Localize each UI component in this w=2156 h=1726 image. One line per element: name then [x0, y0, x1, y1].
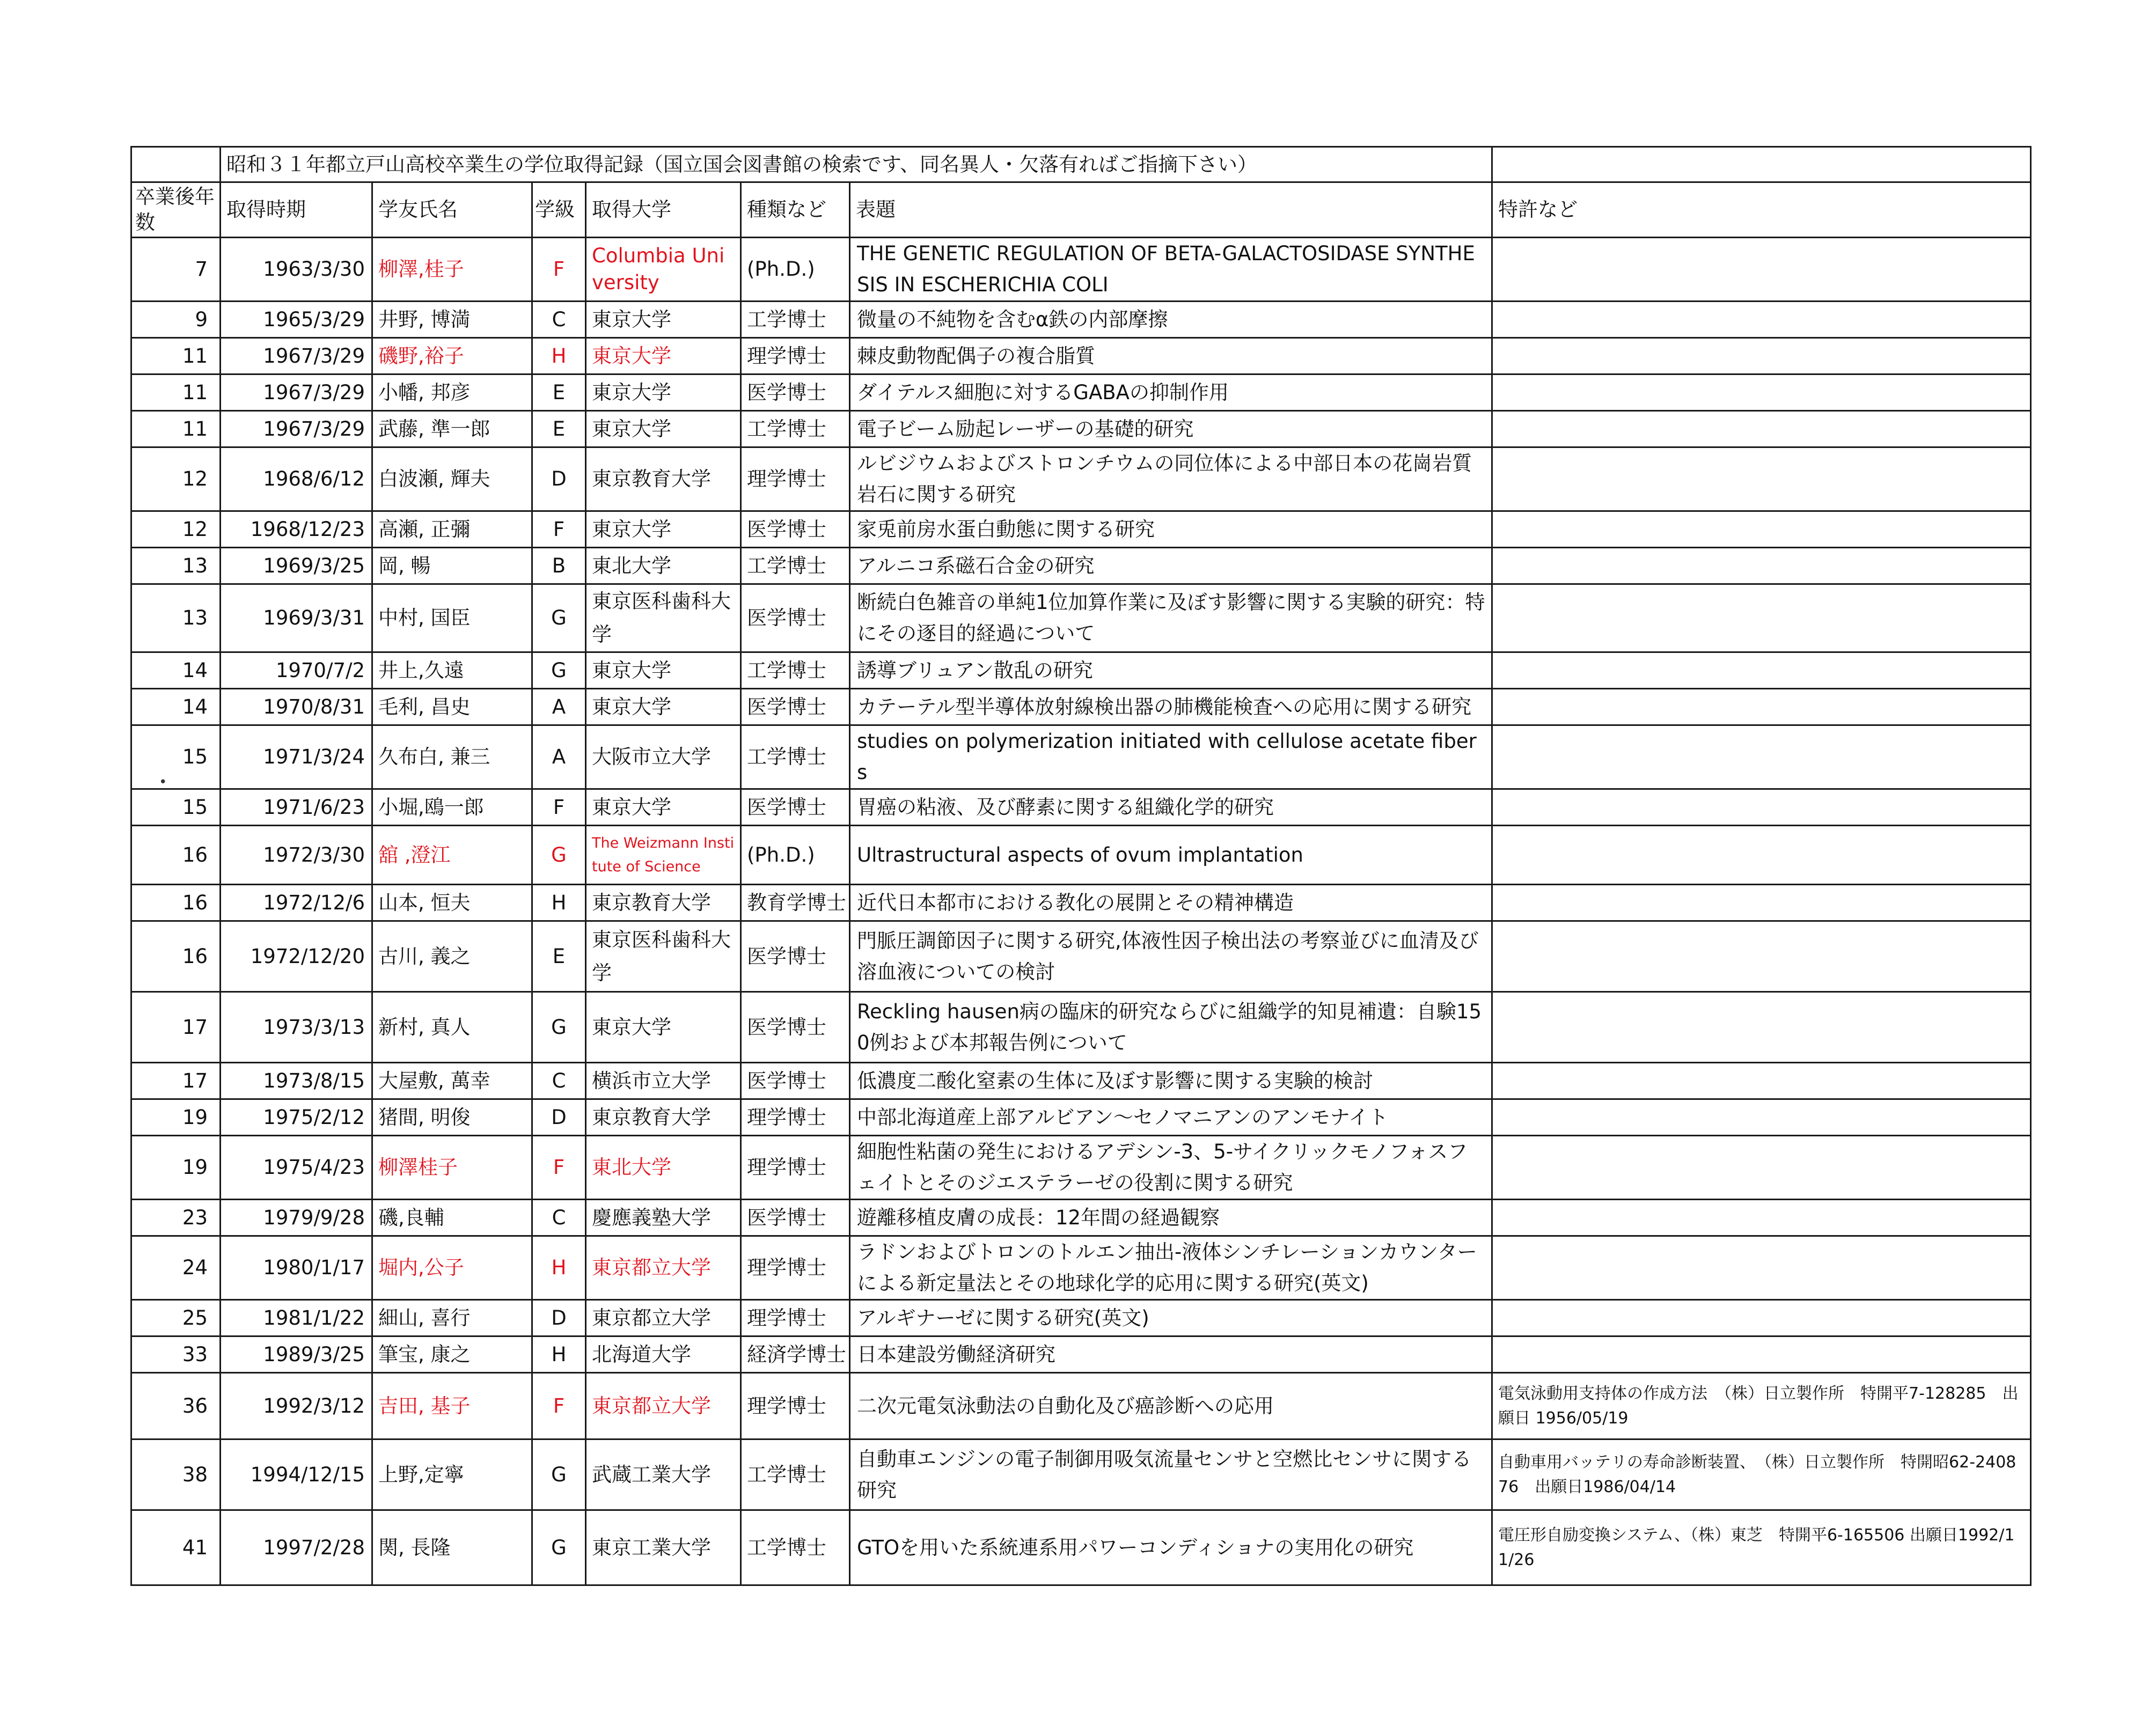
patent-cell: [1492, 1063, 2031, 1099]
class-cell: F: [532, 238, 586, 302]
class-cell: A: [532, 689, 586, 725]
degree-type-cell: 理学博士: [741, 1099, 850, 1136]
university-cell: 東京教育大学: [586, 885, 741, 921]
degree-type-cell: 教育学博士: [741, 885, 850, 921]
years-cell: 16: [131, 826, 221, 885]
name-cell: 高瀬, 正彌: [372, 511, 532, 548]
date-cell: 1969/3/31: [221, 584, 372, 652]
topic-cell: 二次元電気泳動法の自動化及び癌診断への応用: [850, 1373, 1492, 1439]
topic-cell: ダイテルス細胞に対するGABAの抑制作用: [850, 374, 1492, 411]
sheet-title: 昭和３１年都立戸山高校卒業生の学位取得記録（国立国会図書館の検索です、同名異人・欠落有ればご指摘下さい）: [221, 147, 1492, 182]
patent-cell: 電圧形自励変換システム、（株）東芝 特開平6-165506 出願日1992/11/26: [1492, 1510, 2031, 1585]
date-cell: 1975/2/12: [221, 1099, 372, 1136]
university-cell: 東京教育大学: [586, 1099, 741, 1136]
degree-type-cell: 理学博士: [741, 447, 850, 511]
date-cell: 1963/3/30: [221, 238, 372, 302]
university-cell: 北海道大学: [586, 1336, 741, 1373]
topic-cell: アルニコ系磁石合金の研究: [850, 548, 1492, 584]
class-cell: F: [532, 1373, 586, 1439]
class-cell: F: [532, 1136, 586, 1200]
topic-cell: Reckling hausen病の臨床的研究ならびに組織学的知見補遺：自験150例および本邦報告例について: [850, 992, 1492, 1063]
date-cell: 1969/3/25: [221, 548, 372, 584]
degree-records-table: [130, 146, 2032, 1586]
patent-cell: [1492, 1300, 2031, 1336]
header-type: 種類など: [741, 182, 850, 238]
topic-cell: 誘導ブリュアン散乱の研究: [850, 652, 1492, 689]
class-cell: D: [532, 1099, 586, 1136]
date-cell: 1994/12/15: [221, 1439, 372, 1510]
topic-cell: カテーテル型半導体放射線検出器の肺機能検査への応用に関する研究: [850, 689, 1492, 725]
name-cell: 山本, 恒夫: [372, 885, 532, 921]
patent-cell: [1492, 411, 2031, 447]
university-cell: 東京医科歯科大学: [586, 921, 741, 992]
patent-cell: [1492, 1200, 2031, 1236]
patent-cell: [1492, 885, 2031, 921]
table-row: [131, 411, 2031, 447]
date-cell: 1997/2/28: [221, 1510, 372, 1585]
degree-type-cell: 医学博士: [741, 1063, 850, 1099]
name-cell: 細山, 喜行: [372, 1300, 532, 1336]
degree-type-cell: 医学博士: [741, 992, 850, 1063]
years-cell: 12: [131, 447, 221, 511]
years-cell: 23: [131, 1200, 221, 1236]
header-row: [131, 182, 2031, 238]
patent-cell: 自動車用バッテリの寿命診断装置、 （株）日立製作所 特開昭62-240876 出願日1986/04/14: [1492, 1439, 2031, 1510]
patent-cell: [1492, 1099, 2031, 1136]
university-cell: 東京医科歯科大学: [586, 584, 741, 652]
degree-type-cell: 医学博士: [741, 789, 850, 826]
name-cell: 白波瀬, 輝夫: [372, 447, 532, 511]
date-cell: 1972/3/30: [221, 826, 372, 885]
years-cell: 11: [131, 374, 221, 411]
class-cell: C: [532, 302, 586, 338]
years-cell: 41: [131, 1510, 221, 1585]
name-cell: 武藤, 準一郎: [372, 411, 532, 447]
years-cell: 12: [131, 511, 221, 548]
class-cell: C: [532, 1200, 586, 1236]
university-cell: 東京大学: [586, 652, 741, 689]
patent-cell: [1492, 302, 2031, 338]
date-cell: 1970/7/2: [221, 652, 372, 689]
table-row: [131, 689, 2031, 725]
university-cell: 東京大学: [586, 511, 741, 548]
table-row: [131, 511, 2031, 548]
years-cell: 15: [131, 725, 221, 789]
university-cell: 東京大学: [586, 992, 741, 1063]
university-cell: 東京教育大学: [586, 447, 741, 511]
degree-type-cell: 理学博士: [741, 338, 850, 374]
class-cell: E: [532, 921, 586, 992]
table-row: [131, 1063, 2031, 1099]
years-cell: 33: [131, 1336, 221, 1373]
table-row: [131, 338, 2031, 374]
class-cell: B: [532, 548, 586, 584]
topic-cell: 断続白色雑音の単純1位加算作業に及ぼす影響に関する実験的研究：特にその逐目的経過について: [850, 584, 1492, 652]
patent-cell: [1492, 338, 2031, 374]
topic-cell: THE GENETIC REGULATION OF BETA-GALACTOSIDASE SYNTHESIS IN ESCHERICHIA COLI: [850, 238, 1492, 302]
class-cell: H: [532, 1236, 586, 1300]
title-blank-cell-right: [1492, 147, 2031, 182]
topic-cell: 細胞性粘菌の発生におけるアデシン-3、5-サイクリックモノフォスフェイトとそのジエステラーゼの役割に関する研究: [850, 1136, 1492, 1200]
topic-cell: 日本建設労働経済研究: [850, 1336, 1492, 1373]
name-cell: 井野, 博満: [372, 302, 532, 338]
university-cell: 武蔵工業大学: [586, 1439, 741, 1510]
degree-type-cell: 医学博士: [741, 689, 850, 725]
topic-cell: GTOを用いた系統連系用パワーコンディショナの実用化の研究: [850, 1510, 1492, 1585]
class-cell: G: [532, 826, 586, 885]
degree-type-cell: 理学博士: [741, 1300, 850, 1336]
header-date: 取得時期: [221, 182, 372, 238]
header-class: 学級: [532, 182, 586, 238]
degree-type-cell: 工学博士: [741, 1510, 850, 1585]
years-cell: 17: [131, 992, 221, 1063]
university-cell: 東京大学: [586, 789, 741, 826]
university-cell: 慶應義塾大学: [586, 1200, 741, 1236]
years-cell: 13: [131, 548, 221, 584]
patent-cell: [1492, 921, 2031, 992]
date-cell: 1989/3/25: [221, 1336, 372, 1373]
class-cell: G: [532, 1510, 586, 1585]
degree-type-cell: 医学博士: [741, 511, 850, 548]
table-row: [131, 1373, 2031, 1439]
class-cell: G: [532, 1439, 586, 1510]
years-cell: 19: [131, 1099, 221, 1136]
patent-cell: [1492, 689, 2031, 725]
table-row: [131, 652, 2031, 689]
date-cell: 1968/12/23: [221, 511, 372, 548]
university-cell: 東北大学: [586, 548, 741, 584]
name-cell: 中村, 国臣: [372, 584, 532, 652]
header-patent: 特許など: [1492, 182, 2031, 238]
patent-cell: [1492, 238, 2031, 302]
class-cell: G: [532, 652, 586, 689]
years-cell: 38: [131, 1439, 221, 1510]
years-cell: 16: [131, 921, 221, 992]
name-cell: 吉田, 基子: [372, 1373, 532, 1439]
topic-cell: studies on polymerization initiated with cellulose acetate fibers: [850, 725, 1492, 789]
name-cell: 堀内,公子: [372, 1236, 532, 1300]
table-row: [131, 1439, 2031, 1510]
topic-cell: Ultrastructural aspects of ovum implantation: [850, 826, 1492, 885]
name-cell: 古川, 義之: [372, 921, 532, 992]
date-cell: 1975/4/23: [221, 1136, 372, 1200]
table-row: [131, 1136, 2031, 1200]
years-cell: 25: [131, 1300, 221, 1336]
date-cell: 1973/8/15: [221, 1063, 372, 1099]
table-row: [131, 1236, 2031, 1300]
university-cell: 東京工業大学: [586, 1510, 741, 1585]
class-cell: H: [532, 338, 586, 374]
topic-cell: 胃癌の粘液、及び酵素に関する組織化学的研究: [850, 789, 1492, 826]
header-university: 取得大学: [586, 182, 741, 238]
patent-cell: [1492, 1236, 2031, 1300]
university-cell: 東京大学: [586, 689, 741, 725]
years-cell: 14: [131, 689, 221, 725]
date-cell: 1967/3/29: [221, 338, 372, 374]
topic-cell: アルギナーゼに関する研究(英文): [850, 1300, 1492, 1336]
header-topic: 表題: [850, 182, 1492, 238]
date-cell: 1972/12/6: [221, 885, 372, 921]
table-row: [131, 548, 2031, 584]
years-cell: 24: [131, 1236, 221, 1300]
degree-type-cell: 理学博士: [741, 1236, 850, 1300]
table-row: [131, 1099, 2031, 1136]
university-cell: The Weizmann Institute of Science: [586, 826, 741, 885]
university-cell: 東京大学: [586, 302, 741, 338]
class-cell: F: [532, 511, 586, 548]
class-cell: H: [532, 1336, 586, 1373]
table-row: [131, 302, 2031, 338]
years-cell: 36: [131, 1373, 221, 1439]
date-cell: 1973/3/13: [221, 992, 372, 1063]
topic-cell: ルビジウムおよびストロンチウムの同位体による中部日本の花崗岩質岩石に関する研究: [850, 447, 1492, 511]
date-cell: 1968/6/12: [221, 447, 372, 511]
table-row: [131, 238, 2031, 302]
years-cell: 13: [131, 584, 221, 652]
name-cell: 新村, 真人: [372, 992, 532, 1063]
name-cell: 井上,久遠: [372, 652, 532, 689]
class-cell: G: [532, 992, 586, 1063]
degree-type-cell: (Ph.D.): [741, 238, 850, 302]
topic-cell: 近代日本都市における教化の展開とその精神構造: [850, 885, 1492, 921]
patent-cell: [1492, 374, 2031, 411]
topic-cell: ラドンおよびトロンのトルエン抽出-液体シンチレーションカウンターによる新定量法とその地球化学的応用に関する研究(英文): [850, 1236, 1492, 1300]
name-cell: 毛利, 昌史: [372, 689, 532, 725]
bullet-mark: •: [159, 774, 167, 790]
degree-type-cell: 工学博士: [741, 411, 850, 447]
name-cell: 猪間, 明俊: [372, 1099, 532, 1136]
university-cell: 東京都立大学: [586, 1236, 741, 1300]
university-cell: Columbia University: [586, 238, 741, 302]
class-cell: H: [532, 885, 586, 921]
topic-cell: 家兎前房水蛋白動態に関する研究: [850, 511, 1492, 548]
name-cell: 磯野,裕子: [372, 338, 532, 374]
topic-cell: 棘皮動物配偶子の複合脂質: [850, 338, 1492, 374]
patent-cell: [1492, 725, 2031, 789]
name-cell: 磯,良輔: [372, 1200, 532, 1236]
degree-type-cell: (Ph.D.): [741, 826, 850, 885]
date-cell: 1972/12/20: [221, 921, 372, 992]
table-row: [131, 584, 2031, 652]
date-cell: 1980/1/17: [221, 1236, 372, 1300]
degree-type-cell: 工学博士: [741, 548, 850, 584]
degree-type-cell: 工学博士: [741, 725, 850, 789]
class-cell: F: [532, 789, 586, 826]
header-name: 学友氏名: [372, 182, 532, 238]
degree-type-cell: 医学博士: [741, 374, 850, 411]
name-cell: 筆宝, 康之: [372, 1336, 532, 1373]
years-cell: 14: [131, 652, 221, 689]
patent-cell: [1492, 1336, 2031, 1373]
topic-cell: 微量の不純物を含むα鉄の内部摩擦: [850, 302, 1492, 338]
patent-cell: [1492, 511, 2031, 548]
patent-cell: [1492, 789, 2031, 826]
patent-cell: [1492, 1136, 2031, 1200]
degree-type-cell: 工学博士: [741, 1439, 850, 1510]
date-cell: 1967/3/29: [221, 374, 372, 411]
patent-cell: [1492, 447, 2031, 511]
topic-cell: 自動車エンジンの電子制御用吸気流量センサと空燃比センサに関する研究: [850, 1439, 1492, 1510]
name-cell: 大屋敷, 萬幸: [372, 1063, 532, 1099]
date-cell: 1981/1/22: [221, 1300, 372, 1336]
header-years: 卒業後年数: [131, 182, 221, 238]
topic-cell: 低濃度二酸化窒素の生体に及ぼす影響に関する実験的検討: [850, 1063, 1492, 1099]
topic-cell: 電子ビーム励起レーザーの基礎的研究: [850, 411, 1492, 447]
degree-type-cell: 理学博士: [741, 1136, 850, 1200]
university-cell: 東京都立大学: [586, 1300, 741, 1336]
years-cell: 17: [131, 1063, 221, 1099]
name-cell: 関, 長隆: [372, 1510, 532, 1585]
patent-cell: [1492, 652, 2031, 689]
name-cell: 柳澤,桂子: [372, 238, 532, 302]
topic-cell: 中部北海道産上部アルビアン〜セノマニアンのアンモナイト: [850, 1099, 1492, 1136]
date-cell: 1979/9/28: [221, 1200, 372, 1236]
table-row: [131, 826, 2031, 885]
title-row: [131, 147, 2031, 182]
name-cell: 小幡, 邦彦: [372, 374, 532, 411]
university-cell: 東京大学: [586, 374, 741, 411]
university-cell: 東北大学: [586, 1136, 741, 1200]
table-row: [131, 1510, 2031, 1585]
table-row: [131, 885, 2031, 921]
years-cell: 19: [131, 1136, 221, 1200]
table-row: [131, 921, 2031, 992]
table-row: [131, 1300, 2031, 1336]
name-cell: 柳澤桂子: [372, 1136, 532, 1200]
date-cell: 1965/3/29: [221, 302, 372, 338]
years-cell: 16: [131, 885, 221, 921]
university-cell: 東京都立大学: [586, 1373, 741, 1439]
date-cell: 1992/3/12: [221, 1373, 372, 1439]
patent-cell: [1492, 548, 2031, 584]
class-cell: D: [532, 1300, 586, 1336]
table-row: [131, 1336, 2031, 1373]
date-cell: 1970/8/31: [221, 689, 372, 725]
years-cell: 11: [131, 411, 221, 447]
topic-cell: 門脈圧調節因子に関する研究,体液性因子検出法の考察並びに血清及び溶血液についての検討: [850, 921, 1492, 992]
name-cell: 舘 ,澄江: [372, 826, 532, 885]
patent-cell: 電気泳動用支持体の作成方法 （株）日立製作所 特開平7-128285 出願日 1956/05/19: [1492, 1373, 2031, 1439]
degree-type-cell: 医学博士: [741, 584, 850, 652]
patent-cell: [1492, 584, 2031, 652]
name-cell: 久布白, 兼三: [372, 725, 532, 789]
years-cell: 15: [131, 789, 221, 826]
name-cell: 上野,定寧: [372, 1439, 532, 1510]
degree-type-cell: 医学博士: [741, 921, 850, 992]
class-cell: E: [532, 411, 586, 447]
table-row: [131, 447, 2031, 511]
degree-type-cell: 経済学博士: [741, 1336, 850, 1373]
years-cell: 9: [131, 302, 221, 338]
table-row: [131, 374, 2031, 411]
degree-type-cell: 工学博士: [741, 652, 850, 689]
years-cell: 7: [131, 238, 221, 302]
date-cell: 1967/3/29: [221, 411, 372, 447]
degree-type-cell: 医学博士: [741, 1200, 850, 1236]
table-row: [131, 992, 2031, 1063]
class-cell: D: [532, 447, 586, 511]
patent-cell: [1492, 826, 2031, 885]
table-row: [131, 725, 2031, 789]
table-row: [131, 1200, 2031, 1236]
class-cell: E: [532, 374, 586, 411]
date-cell: 1971/3/24: [221, 725, 372, 789]
name-cell: 岡, 暢: [372, 548, 532, 584]
university-cell: 東京大学: [586, 338, 741, 374]
date-cell: 1971/6/23: [221, 789, 372, 826]
topic-cell: 遊離移植皮膚の成長：12年間の経過観察: [850, 1200, 1492, 1236]
university-cell: 大阪市立大学: [586, 725, 741, 789]
class-cell: G: [532, 584, 586, 652]
class-cell: A: [532, 725, 586, 789]
degree-type-cell: 理学博士: [741, 1373, 850, 1439]
patent-cell: [1492, 992, 2031, 1063]
university-cell: 横浜市立大学: [586, 1063, 741, 1099]
table-row: [131, 789, 2031, 826]
university-cell: 東京大学: [586, 411, 741, 447]
years-cell: 11: [131, 338, 221, 374]
degree-type-cell: 工学博士: [741, 302, 850, 338]
class-cell: C: [532, 1063, 586, 1099]
name-cell: 小堀,鴎一郎: [372, 789, 532, 826]
title-blank-cell: [131, 147, 221, 182]
